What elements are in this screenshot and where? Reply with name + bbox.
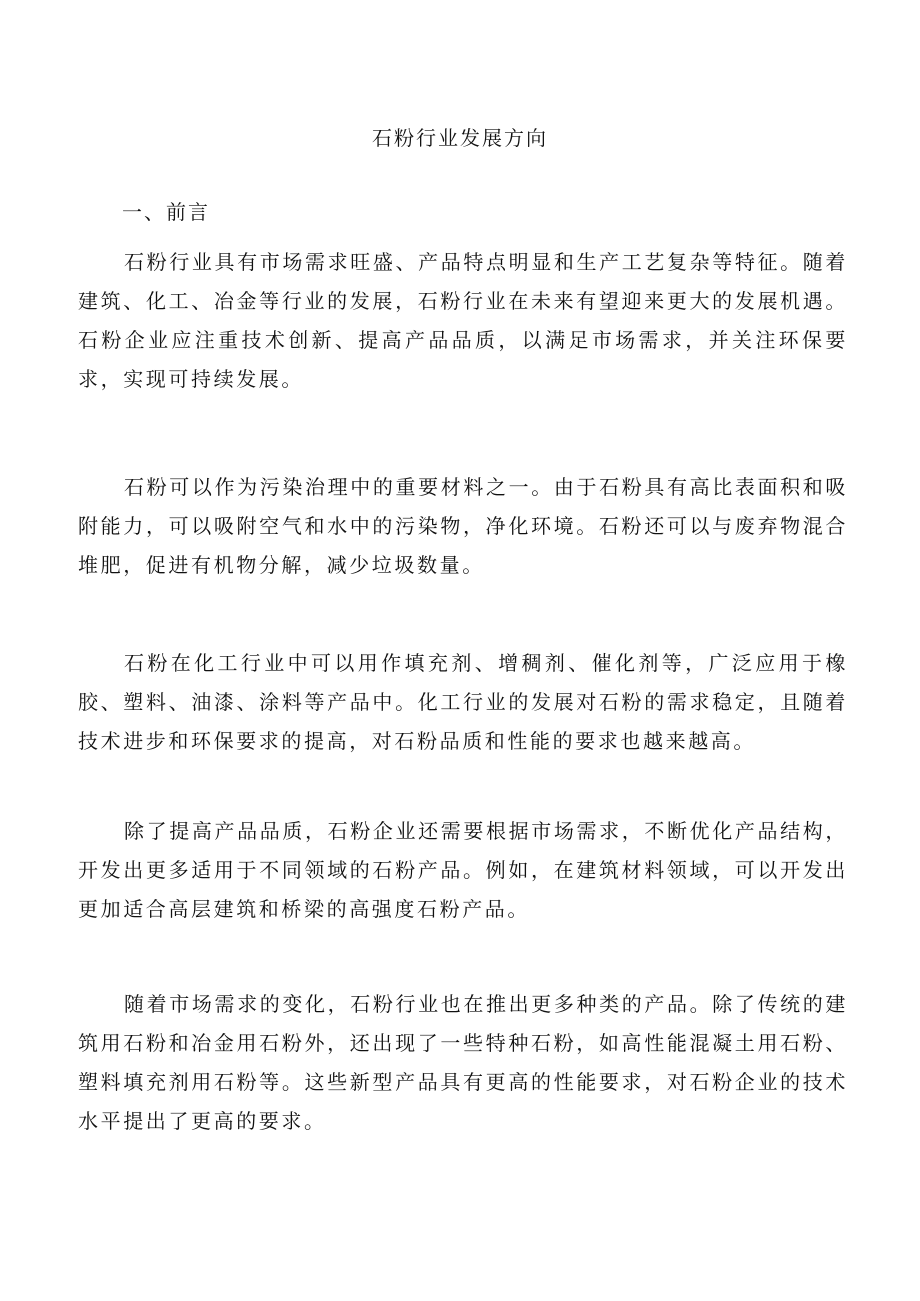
- paragraph-3: 石粉在化工行业中可以用作填充剂、增稠剂、催化剂等，广泛应用于橡胶、塑料、油漆、涂料等产品中。化工行业的发展对石粉的需求稳定，且随着技术进步和环保要求的提高，对石粉品质和性能的要求也越来越高。: [78, 651, 848, 753]
- paragraph-5: 随着市场需求的变化，石粉行业也在推出更多种类的产品。除了传统的建筑用石粉和冶金用石粉外，还出现了一些特种石粉，如高性能混凝土用石粉、塑料填充剂用石粉等。这些新型产品具有更高的性能要求，对石粉企业的技术水平提出了更高的要求。: [78, 992, 848, 1133]
- paragraph-4: 除了提高产品品质，石粉企业还需要根据市场需求，不断优化产品结构，开发出更多适用于不同领域的石粉产品。例如，在建筑材料领域，可以开发出更加适合高层建筑和桥梁的高强度石粉产品。: [78, 819, 848, 921]
- paragraph-1: 石粉行业具有市场需求旺盛、产品特点明显和生产工艺复杂等特征。随着建筑、化工、冶金等行业的发展，石粉行业在未来有望迎来更大的发展机遇。石粉企业应注重技术创新、提高产品品质，以满足市场需求，并关注环保要求，实现可持续发展。: [78, 250, 848, 391]
- section-heading: 一、前言: [122, 200, 210, 224]
- document-title: 石粉行业发展方向: [372, 126, 548, 150]
- paragraph-2: 石粉可以作为污染治理中的重要材料之一。由于石粉具有高比表面积和吸附能力，可以吸附空气和水中的污染物，净化环境。石粉还可以与废弃物混合堆肥，促进有机物分解，减少垃圾数量。: [78, 475, 848, 577]
